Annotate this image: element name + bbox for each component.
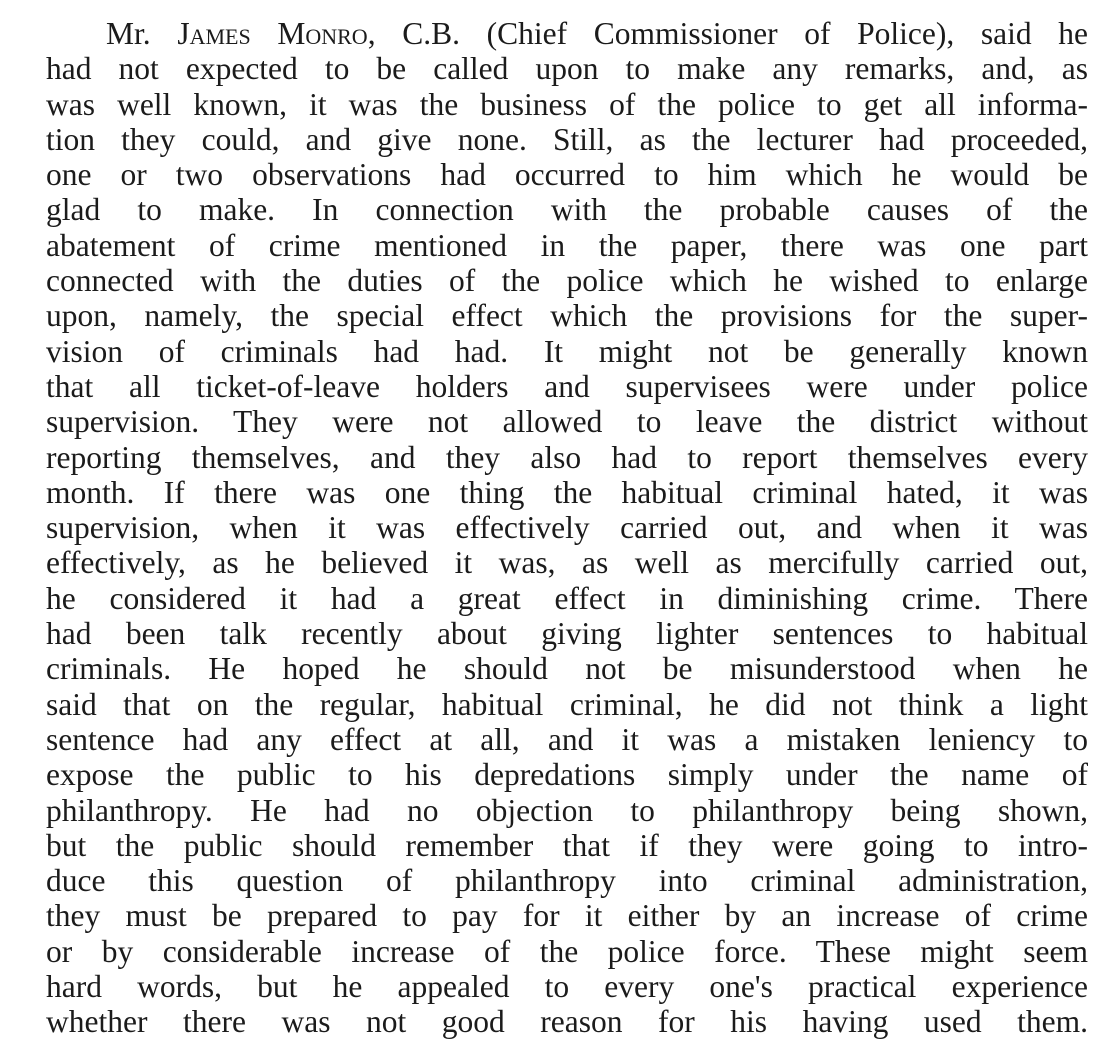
- paragraph-line-7: abatement of crime mentioned in the paper, there was one part: [46, 227, 1088, 263]
- paragraph-line-5: one or two observations had occurred to him which he would be: [46, 157, 1088, 193]
- paragraph-line-27: or by considerable increase of the police force. These might seem: [46, 933, 1088, 969]
- paragraph-line-20: said that on the regular, habitual criminal, he did not think a light: [46, 686, 1088, 722]
- speaker-suffix: , C.B. (Chief Commissioner of Police), said he: [367, 16, 1089, 51]
- paragraph-line-22: expose the public to his depredations simply under the name of: [46, 757, 1088, 793]
- paragraph-lines: [46, 51, 1088, 1039]
- paragraph-line-10: vision of criminals had had. It might not be generally known: [46, 333, 1088, 369]
- paragraph-line-8: connected with the duties of the police which he wished to enlarge: [46, 263, 1088, 299]
- speaker-name: James Monro: [177, 16, 368, 51]
- paragraph-line-18: had been talk recently about giving lighter sentences to habitual: [46, 616, 1088, 652]
- paragraph-line-15: supervision, when it was effectively carried out, and when it was: [46, 510, 1088, 546]
- paragraph-line-24: but the public should remember that if they were going to intro-: [46, 827, 1088, 863]
- paragraph-line-12: supervision. They were not allowed to leave the district without: [46, 404, 1088, 440]
- paragraph-line-4: tion they could, and give none. Still, as the lecturer had proceeded,: [46, 121, 1088, 157]
- paragraph-line-2: had not expected to be called upon to make any remarks, and, as: [46, 51, 1088, 87]
- speech-paragraph: [46, 16, 1088, 1040]
- paragraph-line-6: glad to make. In connection with the probable causes of the: [46, 192, 1088, 228]
- paragraph-line-29: whether there was not good reason for his having used them.: [46, 1004, 1088, 1040]
- paragraph-line-21: sentence had any effect at all, and it was a mistaken leniency to: [46, 721, 1088, 757]
- paragraph-line-26: they must be prepared to pay for it either by an increase of crime: [46, 898, 1088, 934]
- paragraph-line-17: he considered it had a great effect in diminishing crime. There: [46, 580, 1088, 616]
- speaker-title: Mr.: [106, 16, 151, 51]
- paragraph-line-28: hard words, but he appealed to every one's practical experience: [46, 969, 1088, 1005]
- paragraph-line-14: month. If there was one thing the habitual criminal hated, it was: [46, 474, 1088, 510]
- paragraph-line-16: effectively, as he believed it was, as well as mercifully carried out,: [46, 545, 1088, 581]
- paragraph-line-3: was well known, it was the business of the police to get all informa-: [46, 86, 1088, 122]
- paragraph-line-25: duce this question of philanthropy into criminal administration,: [46, 863, 1088, 899]
- paragraph-line-23: philanthropy. He had no objection to philanthropy being shown,: [46, 792, 1088, 828]
- paragraph-line-19: criminals. He hoped he should not be misunderstood when he: [46, 651, 1088, 687]
- paragraph-line-1: [46, 16, 1088, 51]
- paragraph-line-13: reporting themselves, and they also had to report themselves every: [46, 439, 1088, 475]
- paragraph-line-9: upon, namely, the special effect which the provisions for the super-: [46, 298, 1088, 334]
- paragraph-line-11: that all ticket-of-leave holders and supervisees were under police: [46, 368, 1088, 404]
